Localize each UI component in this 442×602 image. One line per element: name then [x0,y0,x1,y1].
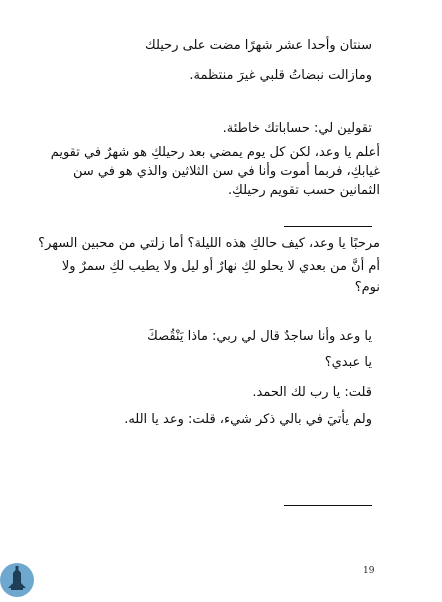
text-line: سنتان وأحدا عشر شهرًا مضت على رحيلك [145,38,372,53]
page-number: 19 [363,566,375,576]
text-line: يا وعد وأنا ساجدٌ قال لي ربي: ماذا يَنْقُصكَ [147,329,372,344]
text-line: يا عبدي؟ [324,355,372,370]
section-divider [284,505,372,506]
text-line: نوم؟ [354,280,380,295]
text-line: قلت: يا رب لك الحمد. [252,385,372,400]
text-line: أعلم يا وعد، لكن كل يوم يمضي بعد رحيلكِ هو شهرٌ في تقويم [50,145,380,160]
text-line: مرحبًا يا وعد، كيف حالكِ هذه الليلة؟ أما زلتي من محبين السهر؟ [38,236,380,251]
text-line: تقولين لي: حساباتك خاطئة. [222,121,372,136]
text-line: الثمانين حسب تقويم رحيلكِ. [227,183,380,198]
text-line: ومازالت نبضاتُ قلبي غيرَ منتظمة. [189,68,372,83]
text-line: أم أنَّ من بعدي لا يحلو لكِ نهارٌ أو ليل ولا يطيب لكِ سمرٌ ولا [61,259,380,274]
book-bell-logo-icon [0,560,38,598]
section-divider [284,226,372,227]
text-line: ولم يأتيَ في بالي ذكر شيء، قلت: وعد يا الله. [124,412,372,427]
text-line: غيابكِ، فربما أموت وأنا في سن الثلاثين والذي هو في سن [72,164,380,179]
